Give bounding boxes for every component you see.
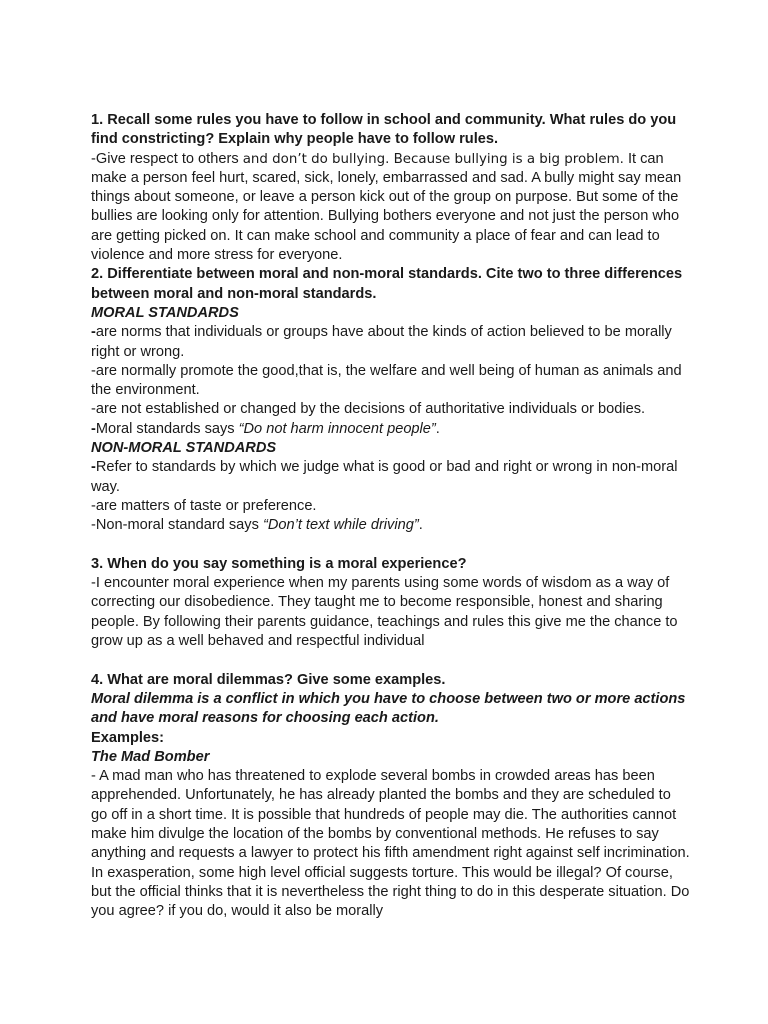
- answer-1-highlight: and don’t do bullying. Because bullying is a big problem.: [242, 151, 624, 167]
- paragraph-spacer: [91, 536, 691, 555]
- moral-example: -Moral standards says “Do not harm innocent people”.: [91, 420, 440, 437]
- examples-label: Examples:: [91, 729, 165, 746]
- example-text: - A mad man who has threatened to explode several bombs in crowded areas has been apprehended. Unfortunately, he has already planted the bombs and they are scheduled to go off in a short time. It is possible that hundreds of people may die. The authorities cannot make him divulge the location of the bombs by conventional methods. He refuses to say anything and requests a lawyer to protect his fifth amendment right against self incrimination. In exasperation, some high level official suggests torture. This would be illegal? Of course, but the official thinks that it is nevertheless the right thing to do in this desperate situation. Do you agree? if you do, would it also be morally: [91, 768, 690, 920]
- example-title: The Mad Bomber: [91, 748, 210, 765]
- question-2: 2. Differentiate between moral and non-moral standards. Cite two to three differences between moral and non-moral standards.: [91, 266, 683, 302]
- non-moral-example: -Non-moral standard says “Don’t text while driving”.: [91, 517, 423, 534]
- question-3: 3. When do you say something is a moral experience?: [91, 555, 467, 572]
- moral-standards-heading: MORAL STANDARDS: [91, 304, 239, 321]
- answer-3: -I encounter moral experience when my parents using some words of wisdom as a way of correcting our disobedience. They taught me to become responsible, honest and sharing people. By following their parents guidance, teachings and rules this give me the chance to grow up as a well behaved and respectful individual: [91, 575, 678, 650]
- moral-item: -are norms that individuals or groups have about the kinds of action believed to be morally right or wrong.: [91, 324, 672, 360]
- question-4: 4. What are moral dilemmas? Give some examples.: [91, 671, 446, 688]
- moral-dilemma-definition: Moral dilemma is a conflict in which you have to choose between two or more actions and have moral reasons for choosing each action.: [91, 690, 686, 727]
- question-1: 1. Recall some rules you have to follow in school and community. What rules do you find constricting? Explain why people have to follow rules.: [91, 112, 677, 148]
- paragraph-spacer: [91, 651, 691, 670]
- non-moral-item: -are matters of taste or preference.: [91, 497, 317, 514]
- document-page: [91, 111, 691, 921]
- moral-example-quote: “Do not harm innocent people”: [238, 420, 436, 437]
- moral-item: -are not established or changed by the decisions of authoritative individuals or bodies.: [91, 401, 646, 418]
- non-moral-item: -Refer to standards by which we judge what is good or bad and right or wrong in non-moral way.: [91, 459, 678, 495]
- answer-1-rest: It can make a person feel hurt, scared, sick, lonely, embarrassed and sad. A bully might say mean things about someone, or leave a person kick out of the group on purpose. But some of the bullies are looking only for attention. Bullying bothers everyone and not just the person who are getting picked on. It can make school and community a place of fear and can lead to violence and more stress for everyone.: [91, 150, 682, 264]
- moral-item: -are normally promote the good,that is, the welfare and well being of human as animals and the environment.: [91, 362, 682, 399]
- non-moral-standards-heading: NON-MORAL STANDARDS: [91, 440, 277, 457]
- answer-1-start: -Give respect to others: [91, 150, 243, 167]
- non-moral-example-quote: “Don’t text while driving”: [262, 517, 419, 534]
- answer-1: [91, 150, 691, 266]
